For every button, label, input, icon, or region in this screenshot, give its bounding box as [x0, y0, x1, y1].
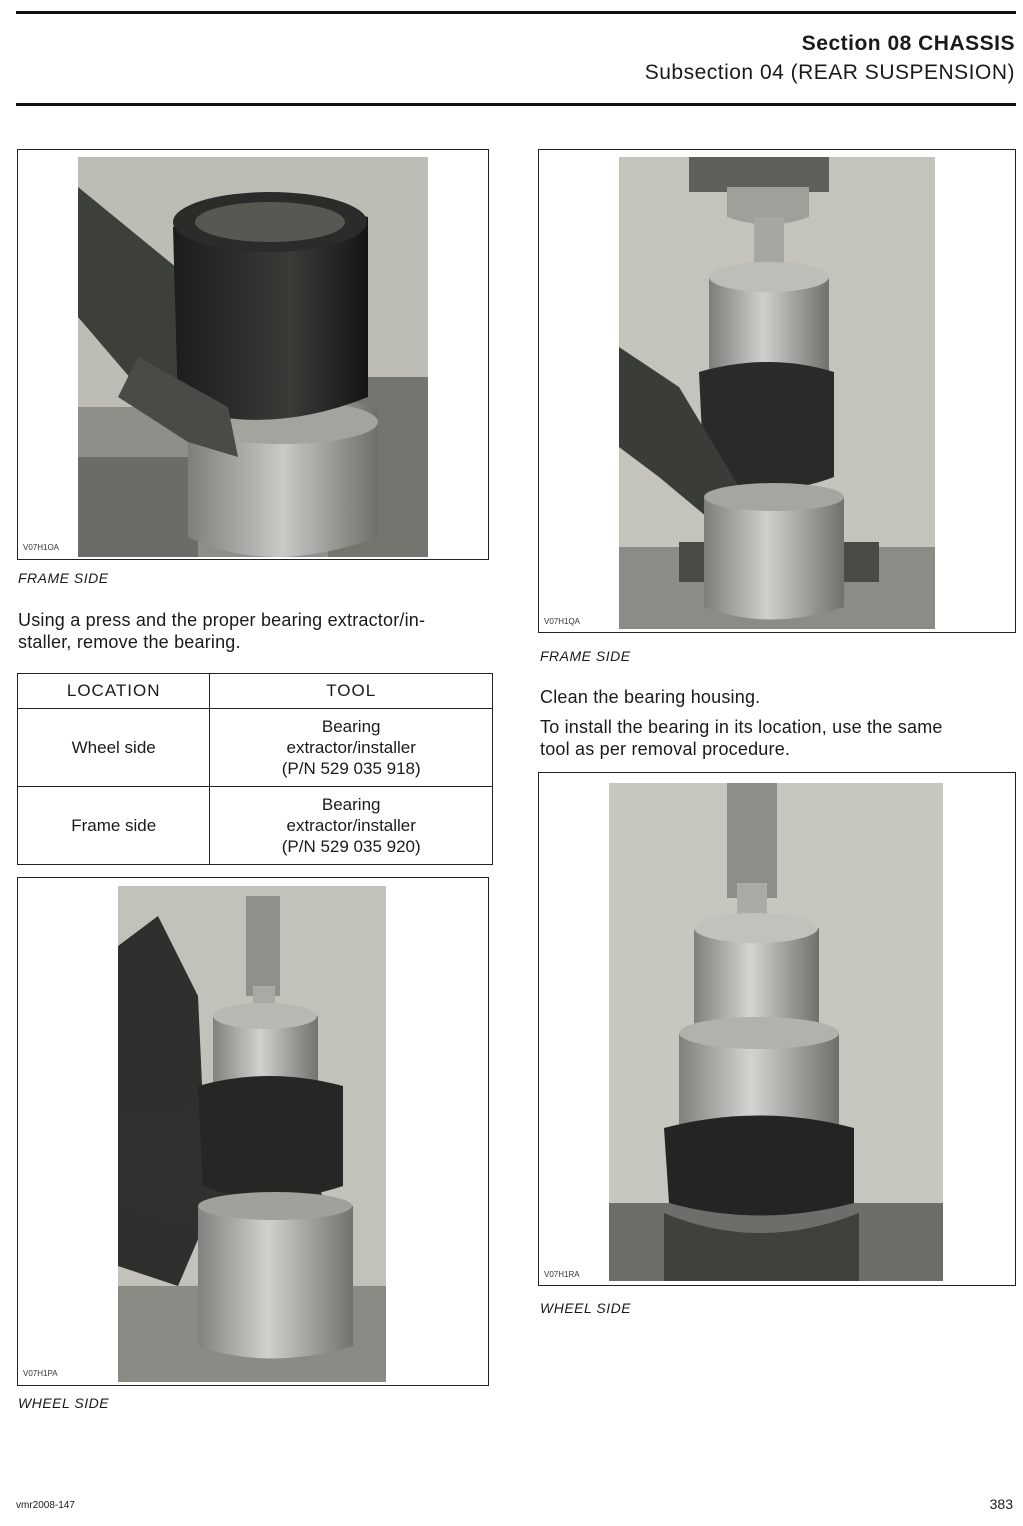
table-header-row: [18, 674, 493, 709]
location-cell: Wheel side: [18, 709, 210, 787]
tool-line: (P/N 529 035 920): [281, 837, 421, 856]
tool-line: Bearing: [321, 717, 381, 736]
figure-code: V07H1PA: [23, 1369, 58, 1378]
figure-caption: WHEEL SIDE: [18, 1395, 110, 1411]
install-line: tool as per removal procedure.: [540, 739, 791, 759]
tools-table: [17, 673, 493, 865]
tool-line: Bearing: [321, 795, 381, 814]
table-row: [18, 709, 493, 787]
subsection-title: Subsection 04 (REAR SUSPENSION): [644, 61, 1015, 84]
figure-wheel-side-removal: [17, 877, 489, 1386]
photo-frame-side-removal: [78, 157, 428, 557]
photo-frame-side-installation: [619, 157, 935, 629]
figure-caption: WHEEL SIDE: [540, 1300, 632, 1316]
header-bottom-rule: [16, 103, 1016, 106]
header-location: LOCATION: [18, 674, 210, 709]
section-title: Section 08 CHASSIS: [801, 32, 1015, 55]
figure-caption: FRAME SIDE: [540, 648, 631, 664]
clean-paragraph: Clean the bearing housing.: [540, 687, 761, 707]
header-top-rule: [16, 11, 1016, 14]
page-number: 383: [989, 1496, 1013, 1512]
intro-line: staller, remove the bearing.: [18, 632, 241, 652]
tool-line: (P/N 529 035 918): [281, 759, 421, 778]
figure-caption: FRAME SIDE: [18, 570, 109, 586]
figure-code: V07H1OA: [23, 543, 60, 552]
photo-wheel-side-installation: [609, 783, 943, 1281]
location-cell: Frame side: [18, 787, 210, 865]
tool-line: extractor/installer: [286, 816, 416, 835]
figure-code: V07H1RA: [544, 1270, 580, 1279]
intro-line: Using a press and the proper bearing extractor/in-: [18, 610, 426, 630]
install-line: To install the bearing in its location, use the same: [540, 717, 943, 737]
figure-code: V07H1QA: [544, 617, 581, 626]
photo-wheel-side-removal: [118, 886, 386, 1382]
tool-cell: [210, 709, 493, 787]
figure-frame-side-removal: [17, 149, 489, 560]
figure-frame-side-installation: [538, 149, 1016, 633]
header-tool: TOOL: [210, 674, 493, 709]
figure-wheel-side-installation: [538, 772, 1016, 1286]
intro-paragraph: [18, 609, 425, 653]
tool-cell: [210, 787, 493, 865]
tool-line: extractor/installer: [286, 738, 416, 757]
install-paragraph: [540, 716, 943, 760]
document-code: vmr2008-147: [16, 1500, 75, 1511]
table-row: [18, 787, 493, 865]
